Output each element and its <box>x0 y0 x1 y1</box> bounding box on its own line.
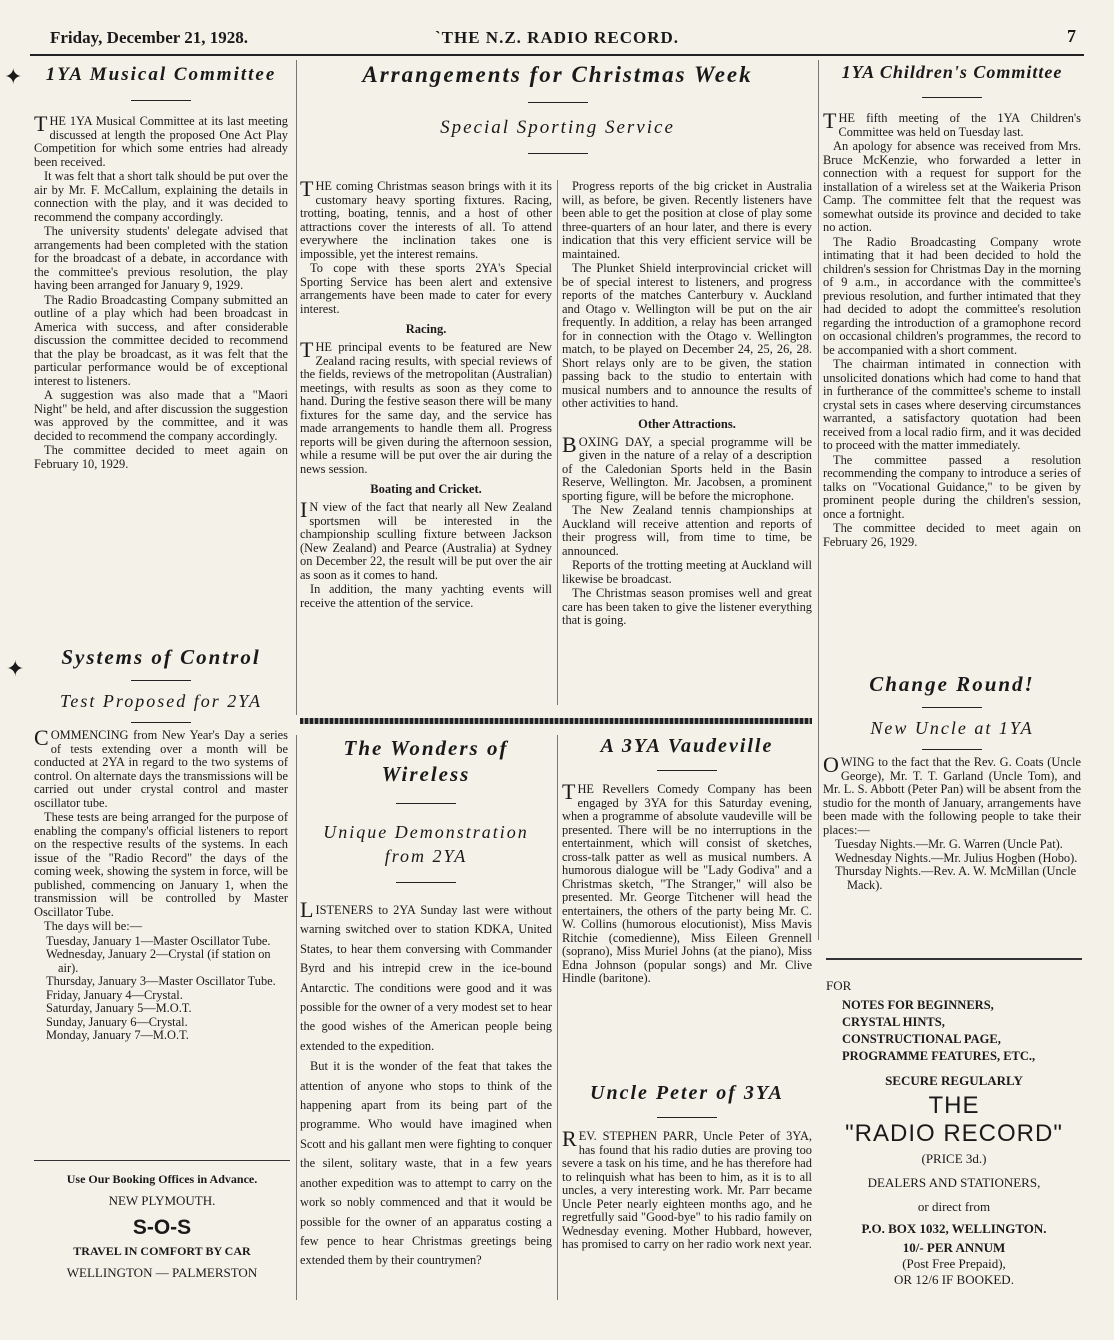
star-ornament-icon: ✦ <box>6 656 25 681</box>
christmas-title: Arrangements for Christmas Week <box>362 62 753 87</box>
schedule-item: Saturday, January 5—M.O.T. <box>46 1001 192 1015</box>
schedule-item: Monday, January 7—M.O.T. <box>46 1028 189 1042</box>
column-divider <box>296 60 297 715</box>
paragraph: REV. STEPHEN PARR, Uncle Peter of 3YA, has found that his radio duties are proving too severe a task on his time, and he has therefore had to relinquish what has been to him, as it is to all uncles, a very interesting work. Mr. Parr became Uncle Peter nearly eighteen months ago, and he regretfully said "Good-bye" to his radio family on Wednesday evening. Mother Hubbard, however, has promised to carry on her radio work next year. <box>562 1126 812 1251</box>
masthead <box>30 24 1084 56</box>
paragraph: In addition, the many yachting events will receive the attention of the service. <box>300 582 552 610</box>
paragraph: The Radio Broadcasting Company submitted an outline of a play which had been broadcast in America with success, and after considerable discussion the committee decided to recommend that the play be broadcast, as it was felt that the particular performance would be of exceptional interest to listeners. <box>34 292 288 388</box>
ad-price: (PRICE 3d.) <box>921 1151 987 1166</box>
vaudeville-article <box>562 735 812 1065</box>
musical-committee-article <box>34 64 288 634</box>
schedule-item: Tuesday, January 1—Master Oscillator Tube. <box>46 933 271 948</box>
title-rule <box>131 680 191 681</box>
title-rule <box>922 97 982 98</box>
uncle-list-item: Wednesday Nights.—Mr. Julius Hogben (Hobo). <box>835 850 1078 865</box>
ad-border <box>34 1160 290 1161</box>
systems-title: Systems of Control <box>61 645 261 669</box>
ad-feature: CRYSTAL HINTS, <box>842 1015 945 1029</box>
wonders-of-wireless-article <box>300 735 552 1305</box>
ad-per-annum: 10/- PER ANNUM <box>902 1240 1006 1255</box>
ad-for: FOR <box>826 978 852 993</box>
column-divider <box>818 60 819 940</box>
systems-of-control-article <box>34 645 288 1153</box>
title-rule <box>657 770 717 771</box>
title-rule <box>396 803 456 804</box>
paragraph: THE coming Christmas season brings with it its customary heavy sporting fixtures. Racing, trotting, boating, tennis, and a host of other attractions cover the interests of all. To attend everywhere the inclination takes one is impossible, yet the interest remains. <box>300 180 552 261</box>
vaudeville-title: A 3YA Vaudeville <box>600 735 774 757</box>
paragraph: These tests are being arranged for the purpose of enabling the company's official listeners to report on the respective results of the systems. In each issue of the "Radio Record" the days of the coming week, showing the system in force, will be published, commencing on January 1, when the transmission will be controlled by Master Oscillator Tube. <box>34 810 288 919</box>
title-rule <box>131 722 191 723</box>
column-divider <box>296 735 297 1300</box>
paragraph: It was felt that a short talk should be put over the air by Mr. F. McCallum, explaining the details in connection with the play, and it was decided to recommend the company accordingly. <box>34 169 288 224</box>
paragraph: The Radio Broadcasting Company wrote intimating that it had been decided to hold the children's session for Christmas Day in the morning of 9 a.m., in accordance with the committee's previous resolution, and further intimated that they had decided to adopt the committee's resolution regarding the introduction of a gramophone record on occasional children's programmes, the record to be accompanied with a short comment. <box>823 234 1081 357</box>
title-rule <box>131 100 191 101</box>
ad-direct: or direct from <box>917 1199 991 1214</box>
sos-ad-line: TRAVEL IN COMFORT BY CAR <box>73 1244 251 1258</box>
paragraph: THE 1YA Musical Committee at its last meeting discussed at length the proposed One Act Play Competition for which some entries had already been received. <box>34 111 288 169</box>
childrens-committee-article <box>823 60 1081 660</box>
paragraph: IN view of the fact that nearly all New Zealand sportsmen will be interested in the championship sculling fixture between Jackson (New Zealand) and Pearce (Australia) at Sydney on December 22, the result will be put over the air as soon as it comes to hand. <box>300 497 552 582</box>
christmas-column-b <box>562 180 812 708</box>
title-rule <box>396 882 456 883</box>
sos-ad-brand: S-O-S <box>132 1216 192 1239</box>
christmas-subtitle: Special Sporting Service <box>440 117 675 138</box>
paragraph: Progress reports of the big cricket in Australia will, as before, be given. Recently listeners have been able to get the position at close of play some three-quarters of an hour later, and there is every indication that this very efficient service will be maintained. <box>562 180 812 261</box>
change-round-title: Change Round! <box>869 672 1035 696</box>
sos-ad-line: WELLINGTON — PALMERSTON <box>66 1265 258 1280</box>
decorative-border <box>300 718 812 724</box>
change-round-article <box>823 672 1081 942</box>
title-rule <box>657 1117 717 1118</box>
issue-date: Friday, December 21, 1928. <box>50 28 248 47</box>
paragraph: To cope with these sports 2YA's Special Sporting Service has been alert and extensive arrangements have been made to cater for every interest. <box>300 261 552 316</box>
ad-border <box>826 958 1082 960</box>
schedule-item: Sunday, January 6—Crystal. <box>46 1014 188 1029</box>
sos-ad-line: Use Our Booking Offices in Advance. <box>66 1172 258 1186</box>
ad-po-box: P.O. BOX 1032, WELLINGTON. <box>861 1221 1047 1236</box>
paragraph: THE Revellers Comedy Company has been engaged by 3YA for this Saturday evening, when a programme of absolute vaudeville will be presented. There will be no interruptions in the entertainment, which will consist of sketches, cross-talk patter as well as musical numbers. A humorous dialogue will be "Lady Godiva" and a Christmas sketch, "The Stranger," will also be presented. Mr. George Titchener will head the entertainers, the others of the party being Mr. C. W. Collins (humorous elocutionist), Miss Mavis Ritchie (comedienne), Miss Eileen Grennell (soprano), Miss Muriel Johns (at the piano), Miss Edna Johnson (popular songs) and Mr. Clive Hindle (baritone). <box>562 779 812 985</box>
paragraph: The chairman intimated in connection with unsolicited donations which had come to hand that in furtherance of the committee's scheme to install crystal sets in cases where deserving circumstances warranted, a satisfactory quotation had been received from a local radio firm, and it was decided to proceed with the matter immediately. <box>823 357 1081 452</box>
racing-heading: Racing. <box>405 322 447 336</box>
paragraph: LISTENERS to 2YA Sunday last were without warning switched over to station KDKA, United States, to hear them conversing with Commander Byrd and his intrepid crew in the ice-bound Antarctic. The conditions were good and it was possible for the owner of a very modest set to hear the good wishes of the American people being extended to the expedition. <box>300 897 552 1053</box>
paragraph: BOXING DAY, a special programme will be given in the nature of a relay of a description of the Caledonian Sports held in the Basin Reserve, Wellington. Mr. Jacobsen, a prominent sporting figure, will be before the microphone. <box>562 431 812 503</box>
paragraph: The Christmas season promises well and great care has been taken to give the listener everything that is going. <box>562 586 812 627</box>
sos-ad-line: NEW PLYMOUTH. <box>108 1193 216 1208</box>
title-rule <box>922 707 982 708</box>
paragraph: The committee decided to meet again on February 10, 1929. <box>34 443 288 471</box>
uncle-list-item: Tuesday Nights.—Mr. G. Warren (Uncle Pat). <box>835 837 1063 851</box>
schedule-item: Friday, January 4—Crystal. <box>46 987 183 1002</box>
ad-feature: PROGRAMME FEATURES, ETC., <box>842 1049 1036 1063</box>
change-round-subtitle: New Uncle at 1YA <box>870 718 1034 738</box>
ad-booked: OR 12/6 IF BOOKED. <box>894 1272 1014 1287</box>
ad-feature: CONSTRUCTIONAL PAGE, <box>842 1032 1001 1046</box>
page-number: 7 <box>1067 26 1076 46</box>
paragraph: The university students' delegate advised that arrangements had been completed with the station for the broadcast of a debate, in accordance with the committee's previous resolution, the play having been arranged for January 9, 1929. <box>34 224 288 292</box>
column-divider <box>557 180 558 705</box>
paragraph: THE fifth meeting of the 1YA Children's Committee was held on Tuesday last. <box>823 108 1081 139</box>
ad-secure: SECURE REGULARLY <box>885 1073 1023 1088</box>
ad-post-free: (Post Free Prepaid), <box>902 1256 1006 1271</box>
paragraph: An apology for absence was received from Mrs. Bruce McKenzie, who forwarded a letter in connection with a request for support for the installation of a wireless set at the Waikeria Prison Camp. The committee felt that the request was somewhat outside its province and decided to take no action. <box>823 139 1081 234</box>
boating-heading: Boating and Cricket. <box>370 482 482 496</box>
title-rule <box>528 153 588 154</box>
paragraph: The New Zealand tennis championships at Auckland will receive attention and reports of their progress will, from time to time, be announced. <box>562 503 812 558</box>
paragraph: COMMENCING from New Year's Day a series of tests extending over a month will be conducted at 2YA in regard to the two systems of control. On alternate days the transmissions will be carried out under crystal control and master oscillator tube. <box>34 725 288 810</box>
paragraph: OWING to the fact that the Rev. G. Coats (Uncle George), Mr. T. T. Garland (Uncle Tom), and Mr. L. S. Abbott (Peter Pan) will be absent from the studio for the month of January, arrangements have been made with the following people to take their places:— <box>823 752 1081 837</box>
paragraph: The committee decided to meet again on February 26, 1929. <box>823 521 1081 549</box>
uncle-peter-title: Uncle Peter of 3YA <box>590 1082 784 1104</box>
uncle-list-item: Thursday Nights.—Rev. A. W. McMillan (Uncle Mack). <box>835 864 1077 892</box>
sos-travel-ad <box>34 1170 290 1310</box>
schedule-item: Wednesday, January 2—Crystal (if station on air). <box>46 947 271 975</box>
newspaper-title: `THE N.Z. RADIO RECORD. <box>434 28 680 47</box>
title-rule <box>528 102 588 103</box>
column-divider <box>557 735 558 1300</box>
ad-radio-record: "RADIO RECORD" <box>845 1120 1063 1147</box>
wonders-title: The Wonders of Wireless <box>343 736 509 786</box>
paragraph: THE principal events to be featured are New Zealand racing results, with special reviews of the fields, reviews of the metropolitan (Australian) meetings, with results as soon as they come to hand. During the festive season there will be many fixtures for the same day, and the service has made arrangements to handle them all. Progress reports will be given during the afternoon session, while a resume will be put over the air during the news session. <box>300 337 552 476</box>
paragraph: Reports of the trotting meeting at Auckland will likewise be broadcast. <box>562 558 812 586</box>
musical-committee-title: 1YA Musical Committee <box>45 64 277 85</box>
star-ornament-icon: ✦ <box>4 64 23 89</box>
systems-subtitle: Test Proposed for 2YA <box>60 691 262 711</box>
wonders-subtitle: Unique Demonstration from 2YA <box>323 822 529 866</box>
christmas-header <box>305 60 810 175</box>
ad-dealers: DEALERS AND STATIONERS, <box>867 1175 1041 1190</box>
paragraph: But it is the wonder of the feat that takes the attention of anyone who stops to think of the happening apart from its being part of the programme. Who would have imagined when Scott and his gallant men were fighting to conquer the silent, solitary waste, that in a few years another expedition was to attempt to carry on the work so nobly commenced and that it would be possible for the owner of an apparatus costing a few pence to hear Christmas greetings being extended them by their countrymen? <box>300 1059 552 1268</box>
christmas-column-a <box>300 180 552 708</box>
paragraph: The committee passed a resolution recommending the company to introduce a series of talks on "Vocational Guidance," to be given by prominent people during the children's session, once a fortnight. <box>823 452 1081 521</box>
ad-the: THE <box>928 1092 980 1119</box>
ad-feature: NOTES FOR BEGINNERS, <box>842 998 994 1012</box>
paragraph: The Plunket Shield interprovincial cricket will be of special interest to listeners, and progress reports of the matches Canterbury v. Auckland and Otago v. Wellington will be put on the air frequently. In addition, a relay has been arranged for in connection with the Otago v. Wellington match, to be played on December 24, 25, 26, 28. Short relays only are to be given, the station passing back to the studio to entertain with musical numbers and to announce the results of other activities to hand. <box>562 261 812 410</box>
uncle-peter-article <box>562 1082 812 1310</box>
radio-record-ad <box>826 975 1082 1295</box>
paragraph: The days will be:— <box>44 919 143 933</box>
schedule-item: Thursday, January 3—Master Oscillator Tube. <box>46 974 276 988</box>
other-attractions-heading: Other Attractions. <box>638 416 736 431</box>
childrens-committee-title: 1YA Children's Committee <box>841 62 1063 82</box>
title-rule <box>922 749 982 750</box>
paragraph: A suggestion was also made that a "Maori Night" be held, and after discussion the suggestion was approved by the committee, and it was decided to recommend the company accordingly. <box>34 388 288 443</box>
